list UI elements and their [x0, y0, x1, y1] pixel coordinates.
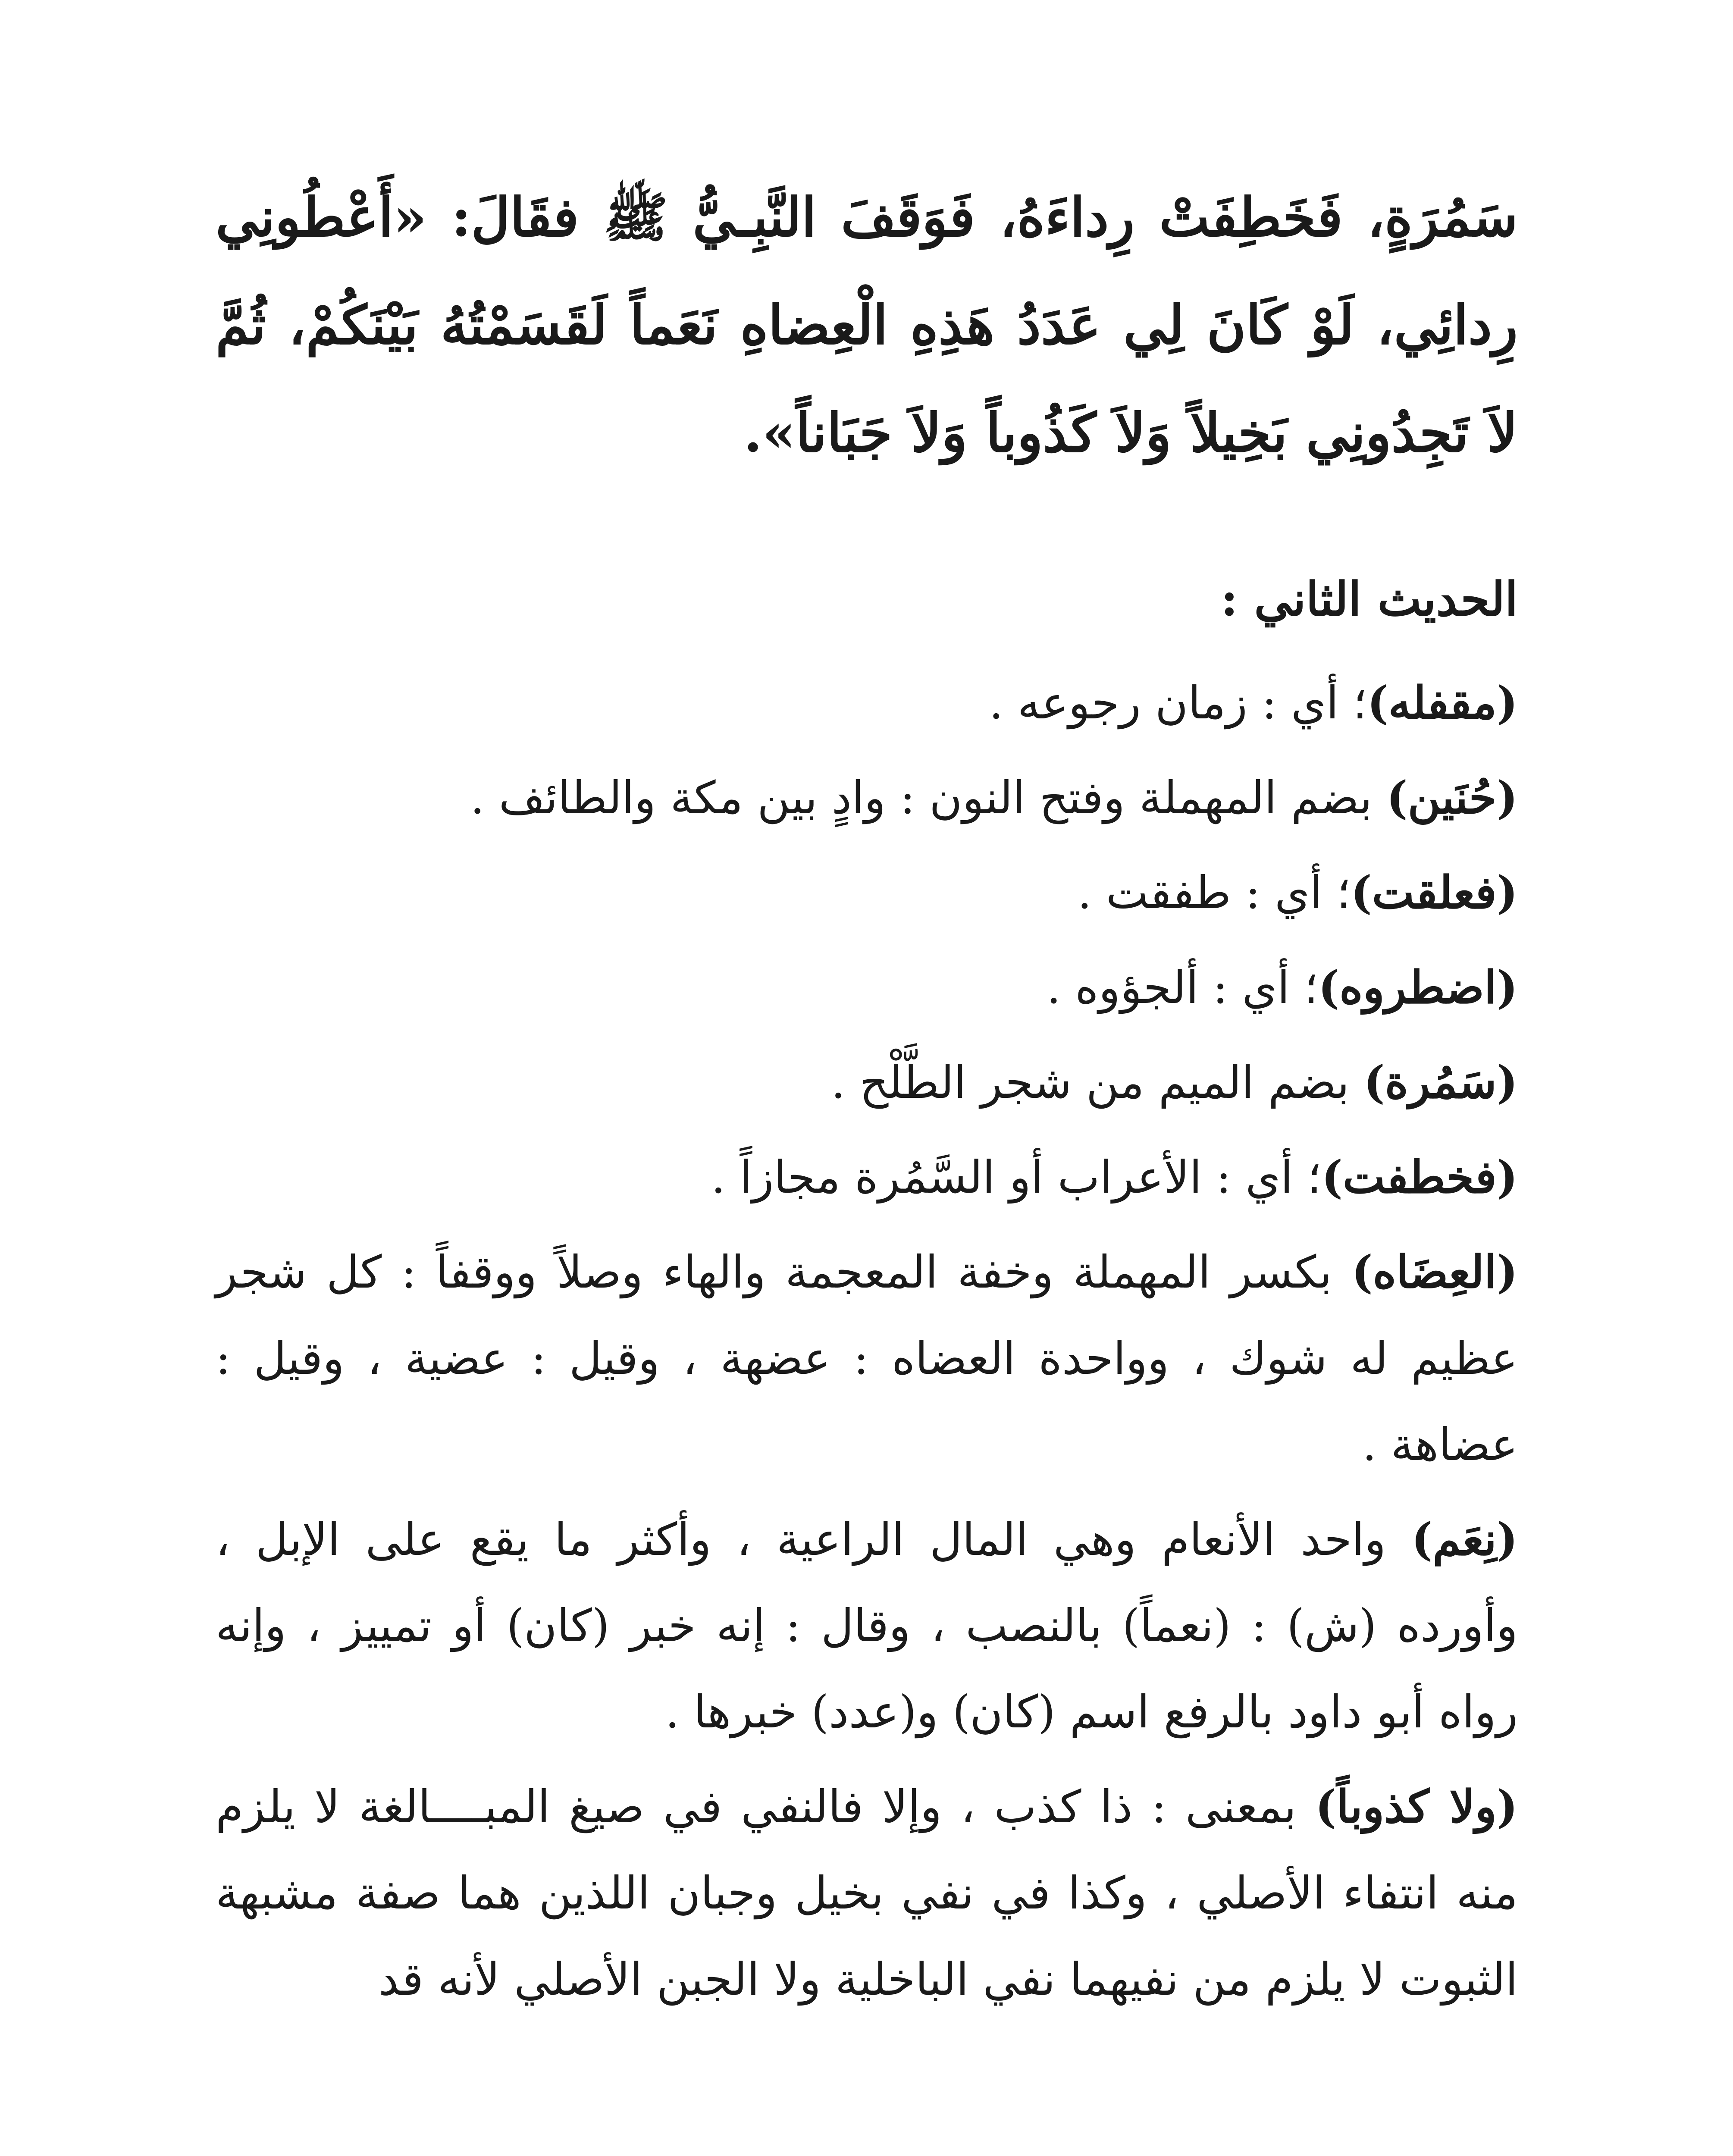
gloss-text: ؛ أي : الأعراب أو السَّمُرة مجازاً . — [711, 1151, 1322, 1203]
gloss-entry — [216, 849, 1518, 936]
gloss-entry — [216, 1134, 1518, 1220]
gloss-term: (ولا كذوباً) — [1315, 1780, 1518, 1833]
gloss-text: واحد الأنعام وهي المال الراعية ، وأكثر ما يقع على الإبل ، وأورده (ش) : (نعماً) بالنصب ، وقال : إنه خبر (كان) أو تمييز ، وإنه رواه أبو داود بالرفع اسم (كان) و(عدد) خبرها . — [216, 1513, 1518, 1738]
gloss-term: (فعلقت) — [1351, 866, 1518, 919]
gloss-entry — [216, 1496, 1518, 1755]
hadith-text: سَمُرَةٍ، فَخَطِفَتْ رِداءَهُ، فَوَقَفَ النَّبِـيُّ ﷺ فقَالَ: «أَعْطُونِي رِدائِي، لَوْ كَانَ لِي عَدَدُ هَذِهِ الْعِضاهِ نَعَماً لَقَسَمْتُهُ بَيْنَكُمْ، ثُمَّ لاَ تَجِدُونِي بَخِيلاً وَلاَ كَذُوباً وَلاَ جَبَاناً». — [216, 186, 1518, 464]
gloss-text: ؛ أي : زمان رجوعه . — [989, 677, 1367, 729]
gloss-text: ؛ أي : طفقت . — [1077, 866, 1351, 919]
section-title: الحديث الثاني : — [1221, 572, 1518, 627]
gloss-term: (حُنَين) — [1386, 771, 1518, 824]
gloss-entry — [216, 660, 1518, 746]
gloss-entry — [216, 755, 1518, 841]
gloss-term: (العِضَاه) — [1351, 1245, 1518, 1298]
gloss-term: (سَمُرة) — [1363, 1056, 1518, 1109]
gloss-text: بكسر المهملة وخفة المعجمة والهاء وصلاً ووقفاً : كل شجر عظيم له شوك ، وواحدة العضاه : عضهة ، وقيل : عضية ، وقيل : عضاهة . — [216, 1246, 1518, 1471]
gloss-term: (اضطروه) — [1318, 961, 1518, 1014]
gloss-text: بمعنى : ذا كذب ، وإلا فالنفي في صيغ المبــــالغة لا يلزم منه انتفاء الأصلي ، وكذا في نفي بخيل وجبان اللذين هما صفة مشبهة الثبوت لا يلزم من نفيهما نفي الباخلية ولا الجبن الأصلي لأنه قد — [216, 1780, 1518, 2006]
gloss-text: بضم المهملة وفتح النون : وادٍ بين مكة والطائف . — [470, 771, 1387, 824]
gloss-entry — [216, 1039, 1518, 1125]
gloss-text: ؛ أي : ألجؤوه . — [1047, 961, 1318, 1014]
document-page — [216, 164, 1518, 2156]
gloss-term: (فخطفت) — [1321, 1150, 1518, 1203]
gloss-entry — [216, 1764, 1518, 2022]
gloss-term: (مقفله) — [1367, 676, 1518, 729]
gloss-text: بضم الميم من شجر الطَّلْح . — [831, 1056, 1364, 1109]
gloss-term: (نِعَم) — [1411, 1513, 1518, 1566]
gloss-entry — [216, 1229, 1518, 1488]
gloss-entry — [216, 944, 1518, 1031]
